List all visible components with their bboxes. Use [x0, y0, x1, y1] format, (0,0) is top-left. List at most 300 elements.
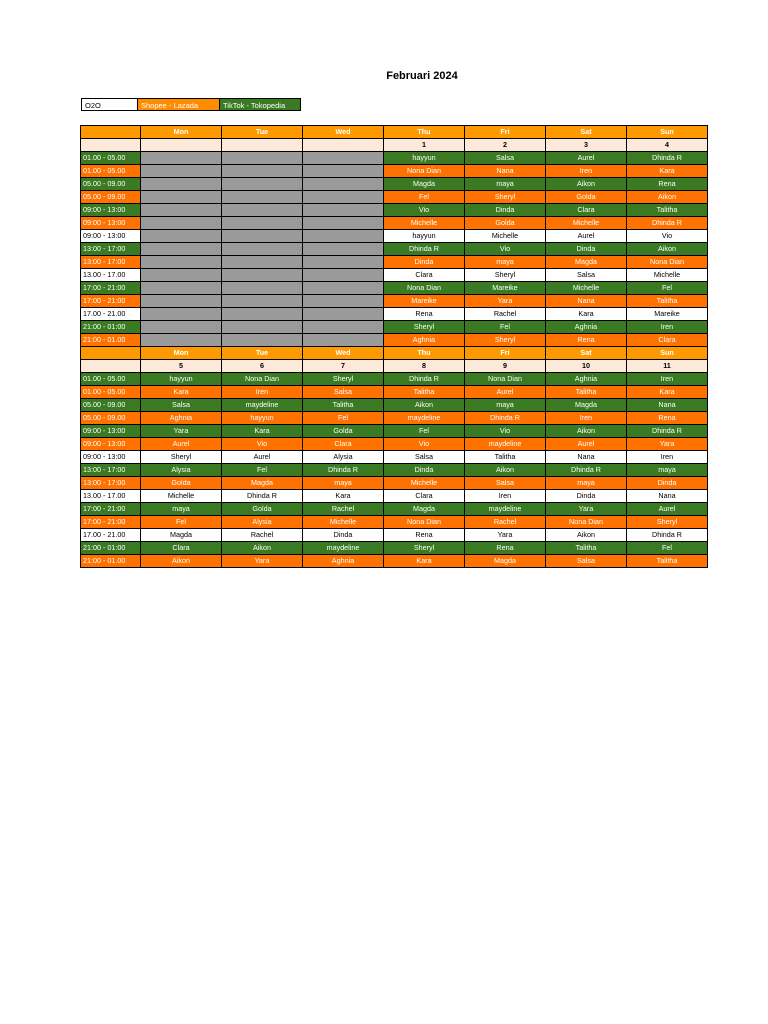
table-row [81, 490, 708, 503]
header-corner [81, 347, 141, 360]
table-row [81, 204, 708, 217]
time-slot-label: 17:00 - 21:00 [81, 516, 141, 529]
empty-cell [303, 217, 384, 230]
shift-cell: Rena [465, 542, 546, 555]
time-slot-label: 13:00 - 17:00 [81, 464, 141, 477]
table-row [81, 542, 708, 555]
empty-cell [222, 165, 303, 178]
shift-cell: Aghnia [384, 334, 465, 347]
shift-cell: Dinda [546, 490, 627, 503]
shift-cell: Talitha [303, 399, 384, 412]
shift-cell: Iren [546, 412, 627, 425]
empty-cell [141, 243, 222, 256]
table-row [81, 425, 708, 438]
shift-cell: Rachel [465, 516, 546, 529]
shift-cell: Aurel [141, 438, 222, 451]
shift-cell: Michelle [141, 490, 222, 503]
day-header: Mon [141, 347, 222, 360]
table-row [81, 464, 708, 477]
table-row [81, 152, 708, 165]
table-row [81, 503, 708, 516]
day-header: Tue [222, 347, 303, 360]
time-slot-label: 13:00 - 17:00 [81, 477, 141, 490]
shift-cell: Clara [303, 438, 384, 451]
shift-cell: hayyun [141, 373, 222, 386]
empty-cell [222, 295, 303, 308]
shift-cell: Aikon [546, 425, 627, 438]
shift-cell: Dinda [546, 243, 627, 256]
empty-cell [222, 178, 303, 191]
time-slot-label: 13:00 - 17:00 [81, 256, 141, 269]
date-cell: 7 [303, 360, 384, 373]
shift-cell: Mareike [465, 282, 546, 295]
empty-cell [303, 178, 384, 191]
shift-cell: Aurel [546, 230, 627, 243]
shift-cell: Dinda [303, 529, 384, 542]
date-corner [81, 139, 141, 152]
shift-cell: Aurel [546, 152, 627, 165]
shift-cell: Nona Dian [384, 282, 465, 295]
empty-cell [222, 230, 303, 243]
time-slot-label: 09:00 - 13:00 [81, 217, 141, 230]
empty-cell [141, 191, 222, 204]
shift-cell: Alysia [141, 464, 222, 477]
shift-cell: Iren [627, 451, 708, 464]
shift-cell: Dhinda R [627, 217, 708, 230]
table-row [81, 451, 708, 464]
shift-cell: Sheryl [303, 373, 384, 386]
shift-cell: Mareike [627, 308, 708, 321]
time-slot-label: 13:00 - 17:00 [81, 243, 141, 256]
date-cell: 8 [384, 360, 465, 373]
shift-cell: Magda [141, 529, 222, 542]
shift-cell: Vio [384, 438, 465, 451]
shift-cell: Dinda [465, 204, 546, 217]
date-row [81, 360, 708, 373]
shift-cell: Fel [384, 191, 465, 204]
shift-cell: Fel [303, 412, 384, 425]
shift-cell: Dhinda R [627, 152, 708, 165]
shift-cell: Dhinda R [384, 373, 465, 386]
table-row [81, 529, 708, 542]
shift-cell: Talitha [627, 295, 708, 308]
empty-cell [303, 269, 384, 282]
shift-cell: Talitha [627, 204, 708, 217]
empty-cell [222, 217, 303, 230]
shift-cell: Michelle [627, 269, 708, 282]
table-row [81, 373, 708, 386]
shift-cell: hayyun [222, 412, 303, 425]
shift-cell: Sheryl [141, 451, 222, 464]
legend-o2o: O2O [81, 98, 138, 111]
shift-cell: Mareike [384, 295, 465, 308]
shift-cell: Vio [627, 230, 708, 243]
shift-cell: Aghnia [546, 321, 627, 334]
table-row [81, 438, 708, 451]
shift-cell: Rena [384, 529, 465, 542]
table-row [81, 282, 708, 295]
shift-cell: Kara [303, 490, 384, 503]
empty-cell [303, 230, 384, 243]
empty-cell [222, 204, 303, 217]
shift-cell: Vio [222, 438, 303, 451]
shift-cell: Sheryl [465, 191, 546, 204]
shift-cell: Michelle [465, 230, 546, 243]
empty-cell [141, 204, 222, 217]
shift-cell: Rena [627, 178, 708, 191]
shift-cell: Rachel [303, 503, 384, 516]
shift-cell: Aurel [546, 438, 627, 451]
empty-cell [303, 204, 384, 217]
shift-cell: Talitha [546, 386, 627, 399]
shift-cell: Golda [222, 503, 303, 516]
shift-cell: Sheryl [465, 269, 546, 282]
date-cell: 4 [627, 139, 708, 152]
shift-cell: Aghnia [141, 412, 222, 425]
shift-cell: Magda [546, 399, 627, 412]
shift-cell: maydeline [465, 438, 546, 451]
table-row [81, 477, 708, 490]
shift-cell: Dhinda R [627, 425, 708, 438]
time-slot-label: 17:00 - 21:00 [81, 503, 141, 516]
table-row [81, 399, 708, 412]
shift-cell: Aikon [222, 542, 303, 555]
shift-cell: Alysia [222, 516, 303, 529]
shift-cell: Aikon [627, 191, 708, 204]
shift-cell: Fel [465, 321, 546, 334]
time-slot-label: 17:00 - 21:00 [81, 295, 141, 308]
empty-cell [141, 178, 222, 191]
empty-cell [303, 191, 384, 204]
date-cell: 3 [546, 139, 627, 152]
shift-cell: maydeline [303, 542, 384, 555]
shift-cell: maya [465, 256, 546, 269]
day-header: Fri [465, 347, 546, 360]
empty-cell [222, 269, 303, 282]
day-header: Sun [627, 126, 708, 139]
empty-cell [141, 230, 222, 243]
empty-cell [303, 295, 384, 308]
day-header-row [81, 347, 708, 360]
table-row [81, 308, 708, 321]
shift-cell: maya [627, 464, 708, 477]
day-header: Sun [627, 347, 708, 360]
header-corner [81, 126, 141, 139]
shift-cell: Nona Dian [627, 256, 708, 269]
shift-cell: Michelle [546, 217, 627, 230]
shift-cell: Clara [384, 490, 465, 503]
day-header: Thu [384, 347, 465, 360]
shift-cell: maya [303, 477, 384, 490]
day-header: Wed [303, 126, 384, 139]
shift-cell: Dhinda R [546, 464, 627, 477]
time-slot-label: 09:00 - 13:00 [81, 425, 141, 438]
table-row [81, 334, 708, 347]
shift-cell: Nona Dian [546, 516, 627, 529]
day-header: Fri [465, 126, 546, 139]
date-cell [303, 139, 384, 152]
shift-cell: Golda [303, 425, 384, 438]
empty-cell [141, 152, 222, 165]
empty-cell [303, 165, 384, 178]
shift-cell: Kara [627, 165, 708, 178]
shift-cell: Nana [546, 295, 627, 308]
shift-cell: Talitha [546, 542, 627, 555]
shift-cell: Yara [465, 529, 546, 542]
time-slot-label: 01.00 - 05.00 [81, 165, 141, 178]
shift-cell: Rena [627, 412, 708, 425]
time-slot-label: 21:00 - 01.00 [81, 555, 141, 568]
shift-cell: Salsa [465, 477, 546, 490]
day-header: Tue [222, 126, 303, 139]
time-slot-label: 17.00 - 21.00 [81, 529, 141, 542]
shift-cell: Aghnia [303, 555, 384, 568]
table-row [81, 256, 708, 269]
day-header-row [81, 126, 708, 139]
date-cell: 5 [141, 360, 222, 373]
empty-cell [222, 321, 303, 334]
date-row [81, 139, 708, 152]
table-row [81, 269, 708, 282]
time-slot-label: 09:00 - 13:00 [81, 451, 141, 464]
shift-cell: Aikon [465, 464, 546, 477]
empty-cell [141, 282, 222, 295]
shift-cell: Iren [465, 490, 546, 503]
shift-cell: Iren [546, 165, 627, 178]
shift-cell: Salsa [465, 152, 546, 165]
date-cell [141, 139, 222, 152]
time-slot-label: 17:00 - 21:00 [81, 282, 141, 295]
shift-cell: Magda [546, 256, 627, 269]
shift-cell: Sheryl [627, 516, 708, 529]
shift-cell: Vio [465, 425, 546, 438]
shift-cell: Vio [465, 243, 546, 256]
date-corner [81, 360, 141, 373]
shift-cell: Talitha [465, 451, 546, 464]
shift-cell: Nana [627, 399, 708, 412]
empty-cell [303, 334, 384, 347]
shift-cell: Kara [141, 386, 222, 399]
legend-shopee-lazada: Shopee - Lazada [138, 98, 220, 111]
shift-cell: Nona Dian [465, 373, 546, 386]
shift-cell: Dhinda R [627, 529, 708, 542]
shift-cell: maydeline [222, 399, 303, 412]
shift-cell: Clara [141, 542, 222, 555]
table-row [81, 321, 708, 334]
shift-cell: Golda [141, 477, 222, 490]
day-header: Wed [303, 347, 384, 360]
time-slot-label: 01.00 - 05.00 [81, 152, 141, 165]
date-cell [222, 139, 303, 152]
shift-cell: Dinda [384, 464, 465, 477]
shift-cell: Aikon [141, 555, 222, 568]
empty-cell [141, 295, 222, 308]
time-slot-label: 05.00 - 09.00 [81, 412, 141, 425]
empty-cell [141, 269, 222, 282]
schedule-table [80, 125, 708, 568]
shift-cell: maya [465, 399, 546, 412]
day-header: Thu [384, 126, 465, 139]
empty-cell [303, 308, 384, 321]
day-header: Mon [141, 126, 222, 139]
shift-cell: Fel [141, 516, 222, 529]
shift-cell: Golda [546, 191, 627, 204]
table-row [81, 191, 708, 204]
table-row [81, 516, 708, 529]
table-row [81, 295, 708, 308]
shift-cell: Michelle [384, 477, 465, 490]
shift-cell: Yara [465, 295, 546, 308]
date-cell: 11 [627, 360, 708, 373]
shift-cell: Aikon [627, 243, 708, 256]
shift-cell: Alysia [303, 451, 384, 464]
empty-cell [303, 243, 384, 256]
shift-cell: Nona Dian [222, 373, 303, 386]
page-title: Februari 2024 [386, 70, 458, 82]
shift-cell: Aikon [384, 399, 465, 412]
empty-cell [303, 321, 384, 334]
shift-cell: Dhinda R [303, 464, 384, 477]
shift-cell: hayyun [384, 152, 465, 165]
shift-cell: Salsa [546, 269, 627, 282]
shift-cell: Salsa [384, 451, 465, 464]
shift-cell: Yara [222, 555, 303, 568]
time-slot-label: 21:00 - 01:00 [81, 321, 141, 334]
empty-cell [222, 256, 303, 269]
shift-cell: Kara [222, 425, 303, 438]
shift-cell: hayyun [384, 230, 465, 243]
empty-cell [303, 256, 384, 269]
shift-cell: Nana [627, 490, 708, 503]
time-slot-label: 09:00 - 13:00 [81, 204, 141, 217]
empty-cell [222, 308, 303, 321]
time-slot-label: 13.00 - 17.00 [81, 269, 141, 282]
date-cell: 1 [384, 139, 465, 152]
day-header: Sat [546, 347, 627, 360]
shift-cell: Salsa [141, 399, 222, 412]
shift-cell: Magda [384, 503, 465, 516]
shift-cell: Aikon [546, 178, 627, 191]
empty-cell [222, 152, 303, 165]
time-slot-label: 13.00 - 17.00 [81, 490, 141, 503]
shift-cell: Iren [222, 386, 303, 399]
table-row [81, 178, 708, 191]
date-cell: 2 [465, 139, 546, 152]
shift-cell: Nana [465, 165, 546, 178]
table-row [81, 217, 708, 230]
empty-cell [222, 243, 303, 256]
date-cell: 10 [546, 360, 627, 373]
shift-cell: Aghnia [546, 373, 627, 386]
table-row [81, 243, 708, 256]
shift-cell: Yara [141, 425, 222, 438]
empty-cell [141, 256, 222, 269]
date-cell: 6 [222, 360, 303, 373]
empty-cell [141, 165, 222, 178]
shift-cell: Nona Dian [384, 165, 465, 178]
shift-cell: Dhinda R [384, 243, 465, 256]
shift-cell: Iren [627, 373, 708, 386]
shift-cell: Magda [384, 178, 465, 191]
shift-cell: maydeline [465, 503, 546, 516]
shift-cell: Iren [627, 321, 708, 334]
shift-cell: Nana [546, 451, 627, 464]
table-row [81, 230, 708, 243]
time-slot-label: 09:00 - 13:00 [81, 438, 141, 451]
table-row [81, 386, 708, 399]
empty-cell [222, 191, 303, 204]
shift-cell: Michelle [384, 217, 465, 230]
shift-cell: Talitha [627, 555, 708, 568]
shift-cell: Fel [384, 425, 465, 438]
shift-cell: Talitha [384, 386, 465, 399]
time-slot-label: 21:00 - 01.00 [81, 334, 141, 347]
shift-cell: Sheryl [384, 321, 465, 334]
shift-cell: maya [465, 178, 546, 191]
empty-cell [222, 282, 303, 295]
time-slot-label: 09:00 - 13:00 [81, 230, 141, 243]
shift-cell: Magda [465, 555, 546, 568]
shift-cell: Fel [627, 282, 708, 295]
empty-cell [303, 152, 384, 165]
shift-cell: Kara [546, 308, 627, 321]
shift-cell: Kara [627, 386, 708, 399]
shift-cell: Salsa [546, 555, 627, 568]
empty-cell [141, 321, 222, 334]
shift-cell: Fel [222, 464, 303, 477]
shift-cell: Dinda [627, 477, 708, 490]
shift-cell: Kara [384, 555, 465, 568]
shift-cell: maya [546, 477, 627, 490]
empty-cell [141, 334, 222, 347]
time-slot-label: 17.00 - 21.00 [81, 308, 141, 321]
shift-cell: Aikon [546, 529, 627, 542]
shift-cell: Clara [384, 269, 465, 282]
empty-cell [222, 334, 303, 347]
legend [81, 98, 301, 111]
shift-cell: Dhinda R [465, 412, 546, 425]
shift-cell: Vio [384, 204, 465, 217]
table-row [81, 165, 708, 178]
table-row [81, 412, 708, 425]
date-cell: 9 [465, 360, 546, 373]
shift-cell: maydeline [384, 412, 465, 425]
empty-cell [141, 308, 222, 321]
time-slot-label: 21:00 - 01:00 [81, 542, 141, 555]
time-slot-label: 05.00 - 09.00 [81, 191, 141, 204]
shift-cell: Golda [465, 217, 546, 230]
empty-cell [141, 217, 222, 230]
shift-cell: Salsa [303, 386, 384, 399]
shift-cell: Aurel [465, 386, 546, 399]
day-header: Sat [546, 126, 627, 139]
empty-cell [303, 282, 384, 295]
shift-cell: Aurel [222, 451, 303, 464]
time-slot-label: 05.00 - 09.00 [81, 178, 141, 191]
time-slot-label: 01.00 - 05.00 [81, 386, 141, 399]
shift-cell: Rachel [465, 308, 546, 321]
shift-cell: Magda [222, 477, 303, 490]
shift-cell: Dhinda R [222, 490, 303, 503]
shift-cell: maya [141, 503, 222, 516]
table-row [81, 555, 708, 568]
shift-cell: Dinda [384, 256, 465, 269]
shift-cell: Yara [627, 438, 708, 451]
shift-cell: Sheryl [465, 334, 546, 347]
shift-cell: Aurel [627, 503, 708, 516]
shift-cell: Rena [546, 334, 627, 347]
shift-cell: Michelle [546, 282, 627, 295]
